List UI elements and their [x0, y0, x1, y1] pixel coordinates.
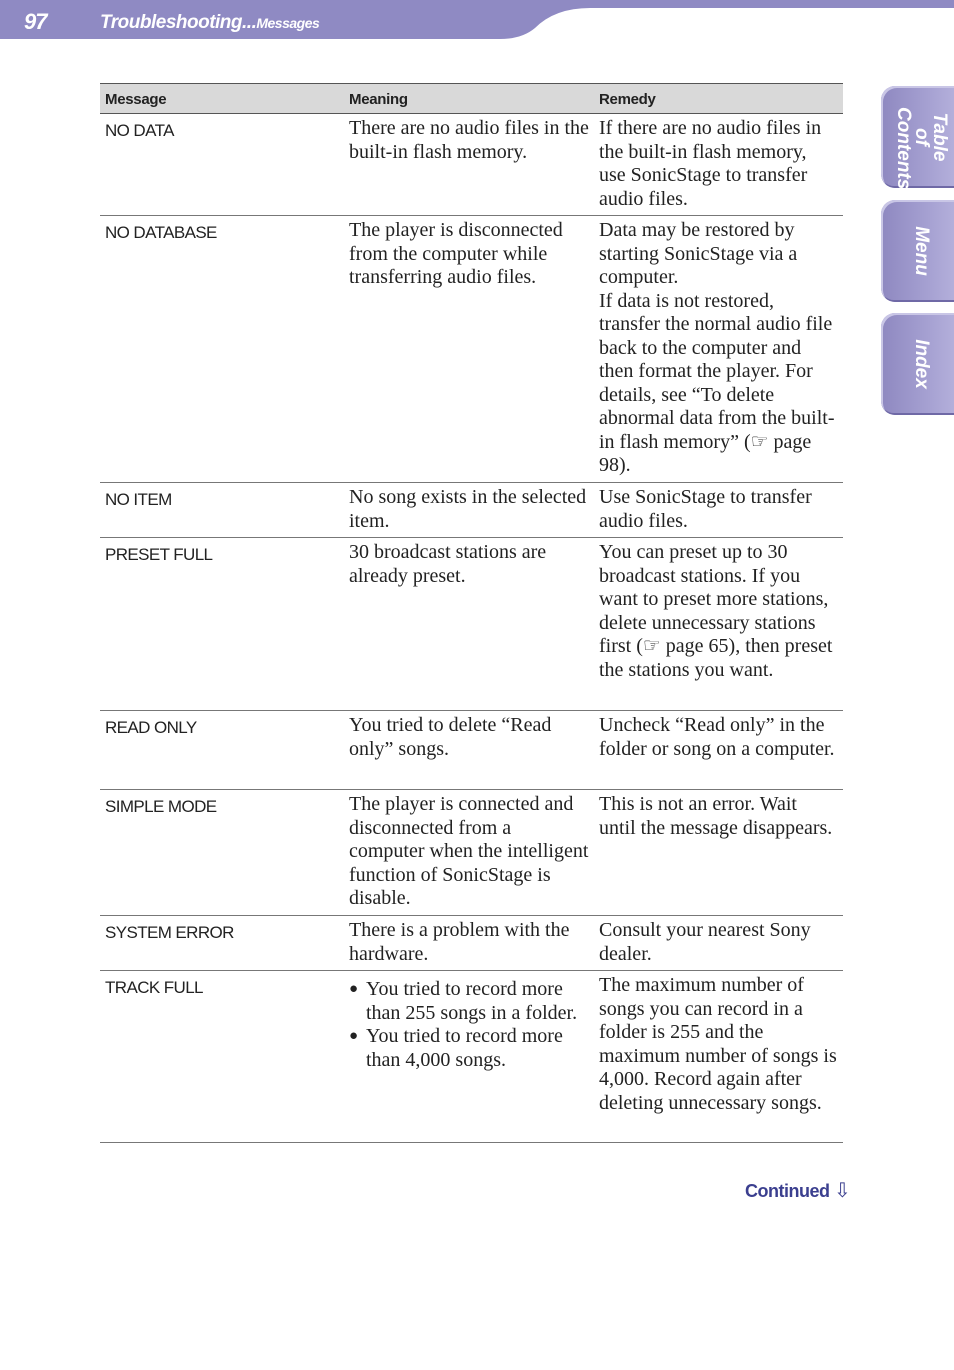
remedy-cell: The maximum number of songs you can record in a folder is 255 and the maximum number of songs is 4,000. Record again after deleting unnecessary songs.: [594, 971, 843, 1143]
meaning-cell: You tried to delete “Read only” songs.: [344, 711, 594, 790]
message-cell: NO ITEM: [100, 483, 344, 538]
message-cell: NO DATA: [100, 114, 344, 216]
message-cell: READ ONLY: [100, 711, 344, 790]
down-arrow-icon: ⇩: [834, 1180, 851, 1202]
message-cell: NO DATABASE: [100, 216, 344, 483]
message-cell: TRACK FULL: [100, 971, 344, 1143]
meaning-bullet-list: [349, 978, 589, 1072]
column-header-message: Message: [100, 84, 344, 114]
remedy-cell: This is not an error. Wait until the message disappears.: [594, 790, 843, 916]
list-item: ● You tried to record more than 255 songs in a folder.: [349, 978, 589, 1025]
message-cell: PRESET FULL: [100, 538, 344, 711]
table-row: [100, 711, 843, 790]
breadcrumb-subsection[interactable]: Messages: [256, 15, 320, 31]
continued-link[interactable]: [745, 1178, 850, 1203]
meaning-cell: 30 broadcast stations are already preset.: [344, 538, 594, 711]
message-cell: SIMPLE MODE: [100, 790, 344, 916]
meaning-cell: There are no audio files in the built-in flash memory.: [344, 114, 594, 216]
tab-toc-text: Table of Contents: [893, 107, 950, 190]
remedy-cell: Consult your nearest Sony dealer.: [594, 916, 843, 971]
table-row: [100, 790, 843, 916]
column-header-remedy: Remedy: [594, 84, 843, 114]
meaning-cell: There is a problem with the hardware.: [344, 916, 594, 971]
list-item: ● You tried to record more than 4,000 songs.: [349, 1025, 589, 1072]
table-header-row: [100, 84, 843, 114]
meaning-cell: The player is connected and disconnected from a computer when the intelligent function of SonicStage is disable.: [344, 790, 594, 916]
breadcrumb[interactable]: [100, 12, 319, 34]
tab-table-of-contents-label: [893, 107, 950, 190]
continued-label[interactable]: Continued: [745, 1181, 830, 1201]
tab-menu[interactable]: [881, 200, 954, 302]
remedy-cell: You can preset up to 30 broadcast stations. If you want to preset more stations, delete unnecessary stations first (☞ page 65), then preset the stations you want.: [594, 538, 843, 711]
table-row: [100, 971, 843, 1143]
meaning-cell: [344, 971, 594, 1143]
page-number: 97: [24, 9, 47, 34]
table-row: [100, 483, 843, 538]
remedy-cell: If there are no audio files in the built-in flash memory, use SonicStage to transfer audio files.: [594, 114, 843, 216]
messages-table: [100, 83, 843, 1143]
page-header: [0, 0, 954, 40]
message-cell: SYSTEM ERROR: [100, 916, 344, 971]
meaning-cell: The player is disconnected from the computer while transferring audio files.: [344, 216, 594, 483]
table-row: [100, 114, 843, 216]
tab-table-of-contents[interactable]: [881, 86, 954, 188]
tab-index[interactable]: [881, 313, 954, 415]
meaning-cell: No song exists in the selected item.: [344, 483, 594, 538]
remedy-paragraph: Data may be restored by starting SonicStage via a computer.: [599, 219, 798, 288]
remedy-paragraph-2: If data is not restored, transfer the normal audio file back to the computer and then format the player. For details, see “To delete abnormal data from the built-in flash memory” (☞ page 98).: [599, 289, 835, 476]
tab-menu-label: Menu: [911, 226, 932, 276]
table-row: [100, 216, 843, 483]
table-row: [100, 916, 843, 971]
tab-index-label: Index: [911, 339, 932, 389]
remedy-cell: Use SonicStage to transfer audio files.: [594, 483, 843, 538]
table-row: [100, 538, 843, 711]
remedy-cell: Uncheck “Read only” in the folder or song on a computer.: [594, 711, 843, 790]
remedy-cell: [594, 216, 843, 483]
breadcrumb-section[interactable]: Troubleshooting...: [100, 12, 257, 33]
column-header-meaning: Meaning: [344, 84, 594, 114]
